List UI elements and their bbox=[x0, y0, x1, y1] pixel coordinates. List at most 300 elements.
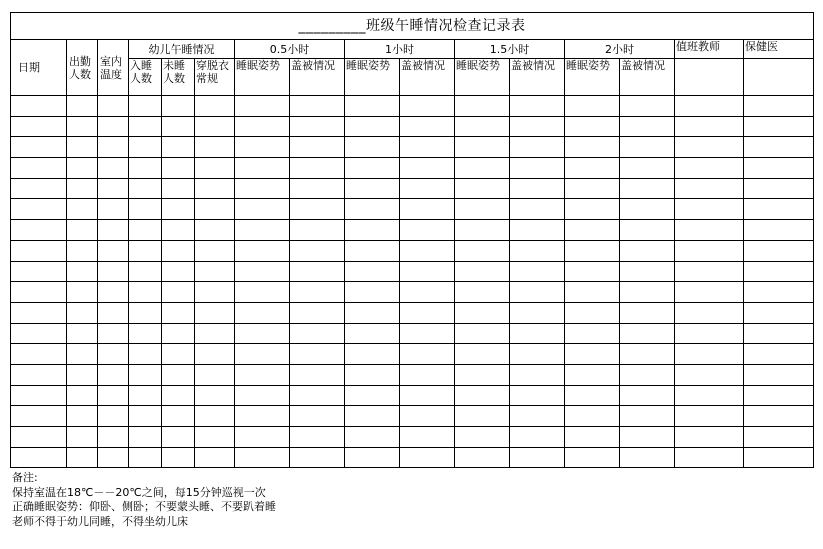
record-cell[interactable] bbox=[400, 427, 455, 448]
record-cell[interactable] bbox=[67, 364, 98, 385]
record-cell[interactable] bbox=[162, 240, 195, 261]
record-cell[interactable] bbox=[235, 447, 290, 468]
record-cell[interactable] bbox=[67, 282, 98, 303]
record-cell[interactable] bbox=[129, 116, 162, 137]
record-cell[interactable] bbox=[345, 158, 400, 179]
record-cell[interactable] bbox=[162, 344, 195, 365]
record-cell[interactable] bbox=[565, 178, 620, 199]
record-cell[interactable] bbox=[98, 385, 129, 406]
record-row bbox=[11, 137, 814, 158]
record-cell[interactable] bbox=[565, 199, 620, 220]
record-cell[interactable] bbox=[455, 302, 510, 323]
record-cell[interactable] bbox=[67, 385, 98, 406]
record-row bbox=[11, 220, 814, 241]
record-cell[interactable] bbox=[565, 158, 620, 179]
record-cell[interactable] bbox=[675, 323, 744, 344]
record-cell[interactable] bbox=[510, 199, 565, 220]
record-cell[interactable] bbox=[235, 137, 290, 158]
record-cell[interactable] bbox=[400, 344, 455, 365]
record-cell[interactable] bbox=[98, 240, 129, 261]
record-cell[interactable] bbox=[162, 427, 195, 448]
record-cell[interactable] bbox=[744, 220, 814, 241]
record-cell[interactable] bbox=[675, 240, 744, 261]
record-cell[interactable] bbox=[345, 344, 400, 365]
record-cell[interactable] bbox=[195, 302, 235, 323]
record-cell[interactable] bbox=[565, 323, 620, 344]
record-cell[interactable] bbox=[675, 158, 744, 179]
record-cell[interactable] bbox=[675, 137, 744, 158]
record-cell[interactable] bbox=[162, 116, 195, 137]
record-cell[interactable] bbox=[400, 323, 455, 344]
record-cell[interactable] bbox=[675, 385, 744, 406]
record-cell[interactable] bbox=[98, 199, 129, 220]
record-cell[interactable] bbox=[195, 96, 235, 117]
record-cell[interactable] bbox=[510, 240, 565, 261]
record-cell[interactable] bbox=[290, 220, 345, 241]
record-cell[interactable] bbox=[744, 364, 814, 385]
record-cell[interactable] bbox=[162, 364, 195, 385]
record-cell[interactable] bbox=[98, 447, 129, 468]
record-cell[interactable] bbox=[510, 447, 565, 468]
record-cell[interactable] bbox=[129, 178, 162, 199]
record-cell[interactable] bbox=[67, 261, 98, 282]
record-cell[interactable] bbox=[455, 406, 510, 427]
record-cell[interactable] bbox=[620, 116, 675, 137]
asleep-header: 入睡人数 bbox=[129, 59, 162, 96]
record-cell[interactable] bbox=[744, 427, 814, 448]
record-cell[interactable] bbox=[400, 447, 455, 468]
record-cell[interactable] bbox=[290, 240, 345, 261]
record-cell[interactable] bbox=[345, 96, 400, 117]
record-cell[interactable] bbox=[400, 385, 455, 406]
record-cell[interactable] bbox=[620, 261, 675, 282]
record-cell[interactable] bbox=[455, 158, 510, 179]
record-cell[interactable] bbox=[510, 116, 565, 137]
record-cell[interactable] bbox=[620, 178, 675, 199]
record-cell[interactable] bbox=[290, 116, 345, 137]
record-cell[interactable] bbox=[510, 261, 565, 282]
record-cell[interactable] bbox=[620, 364, 675, 385]
record-cell[interactable] bbox=[162, 158, 195, 179]
record-cell[interactable] bbox=[235, 220, 290, 241]
record-cell[interactable] bbox=[129, 323, 162, 344]
record-cell[interactable] bbox=[510, 344, 565, 365]
record-cell[interactable] bbox=[620, 158, 675, 179]
record-cell[interactable] bbox=[400, 199, 455, 220]
not-asleep-header: 未睡人数 bbox=[162, 59, 195, 96]
record-cell[interactable] bbox=[510, 406, 565, 427]
record-cell[interactable] bbox=[67, 220, 98, 241]
record-cell[interactable] bbox=[129, 447, 162, 468]
record-cell[interactable] bbox=[675, 364, 744, 385]
record-cell[interactable] bbox=[290, 364, 345, 385]
record-cell[interactable] bbox=[675, 447, 744, 468]
record-cell[interactable] bbox=[67, 302, 98, 323]
record-cell[interactable] bbox=[455, 178, 510, 199]
record-cell[interactable] bbox=[129, 137, 162, 158]
record-cell[interactable] bbox=[565, 282, 620, 303]
record-cell[interactable] bbox=[235, 344, 290, 365]
record-cell[interactable] bbox=[620, 385, 675, 406]
record-cell[interactable] bbox=[11, 199, 67, 220]
record-row bbox=[11, 385, 814, 406]
record-cell[interactable] bbox=[620, 406, 675, 427]
record-cell[interactable] bbox=[11, 137, 67, 158]
record-cell[interactable] bbox=[129, 406, 162, 427]
record-cell[interactable] bbox=[510, 96, 565, 117]
record-cell[interactable] bbox=[510, 178, 565, 199]
record-cell[interactable] bbox=[98, 364, 129, 385]
record-cell[interactable] bbox=[620, 199, 675, 220]
record-cell[interactable] bbox=[345, 282, 400, 303]
record-cell[interactable] bbox=[11, 220, 67, 241]
record-cell[interactable] bbox=[98, 406, 129, 427]
record-cell[interactable] bbox=[98, 323, 129, 344]
record-cell[interactable] bbox=[455, 427, 510, 448]
record-cell[interactable] bbox=[345, 199, 400, 220]
record-cell[interactable] bbox=[345, 427, 400, 448]
record-cell[interactable] bbox=[162, 261, 195, 282]
record-cell[interactable] bbox=[98, 427, 129, 448]
record-cell[interactable] bbox=[11, 158, 67, 179]
record-cell[interactable] bbox=[744, 447, 814, 468]
record-cell[interactable] bbox=[11, 261, 67, 282]
record-cell[interactable] bbox=[195, 158, 235, 179]
record-cell[interactable] bbox=[620, 96, 675, 117]
record-cell[interactable] bbox=[98, 137, 129, 158]
record-cell[interactable] bbox=[675, 302, 744, 323]
record-cell[interactable] bbox=[290, 385, 345, 406]
record-row bbox=[11, 96, 814, 117]
record-cell[interactable] bbox=[345, 220, 400, 241]
record-cell[interactable] bbox=[290, 199, 345, 220]
record-cell[interactable] bbox=[67, 344, 98, 365]
record-cell[interactable] bbox=[455, 96, 510, 117]
notes-heading: 备注: bbox=[12, 471, 38, 484]
record-cell[interactable] bbox=[620, 344, 675, 365]
record-cell[interactable] bbox=[744, 282, 814, 303]
record-cell[interactable] bbox=[11, 427, 67, 448]
record-cell[interactable] bbox=[11, 240, 67, 261]
record-cell[interactable] bbox=[744, 137, 814, 158]
record-cell[interactable] bbox=[675, 199, 744, 220]
record-cell[interactable] bbox=[620, 240, 675, 261]
record-cell[interactable] bbox=[162, 323, 195, 344]
record-cell[interactable] bbox=[345, 302, 400, 323]
record-cell[interactable] bbox=[235, 199, 290, 220]
nap-inspection-table bbox=[10, 12, 814, 468]
record-cell[interactable] bbox=[675, 96, 744, 117]
record-cell[interactable] bbox=[744, 158, 814, 179]
record-cell[interactable] bbox=[455, 220, 510, 241]
record-cell[interactable] bbox=[129, 344, 162, 365]
record-cell[interactable] bbox=[195, 220, 235, 241]
record-cell[interactable] bbox=[129, 158, 162, 179]
record-cell[interactable] bbox=[744, 116, 814, 137]
record-cell[interactable] bbox=[400, 137, 455, 158]
record-cell[interactable] bbox=[345, 406, 400, 427]
record-cell[interactable] bbox=[455, 199, 510, 220]
record-cell[interactable] bbox=[129, 199, 162, 220]
record-cell[interactable] bbox=[195, 385, 235, 406]
record-cell[interactable] bbox=[162, 447, 195, 468]
record-cell[interactable] bbox=[235, 96, 290, 117]
record-cell[interactable] bbox=[345, 178, 400, 199]
record-cell[interactable] bbox=[67, 96, 98, 117]
record-cell[interactable] bbox=[565, 447, 620, 468]
record-cell[interactable] bbox=[620, 447, 675, 468]
record-cell[interactable] bbox=[67, 116, 98, 137]
record-cell[interactable] bbox=[400, 178, 455, 199]
record-cell[interactable] bbox=[195, 137, 235, 158]
record-cell[interactable] bbox=[11, 323, 67, 344]
record-cell[interactable] bbox=[400, 240, 455, 261]
record-cell[interactable] bbox=[162, 406, 195, 427]
record-cell[interactable] bbox=[345, 137, 400, 158]
record-cell[interactable] bbox=[455, 137, 510, 158]
record-cell[interactable] bbox=[620, 220, 675, 241]
record-cell[interactable] bbox=[290, 261, 345, 282]
record-cell[interactable] bbox=[195, 199, 235, 220]
record-cell[interactable] bbox=[129, 364, 162, 385]
record-cell[interactable] bbox=[565, 427, 620, 448]
record-cell[interactable] bbox=[235, 158, 290, 179]
record-cell[interactable] bbox=[11, 385, 67, 406]
record-cell[interactable] bbox=[675, 220, 744, 241]
record-cell[interactable] bbox=[195, 364, 235, 385]
record-cell[interactable] bbox=[675, 261, 744, 282]
record-cell[interactable] bbox=[195, 323, 235, 344]
record-cell[interactable] bbox=[510, 364, 565, 385]
record-cell[interactable] bbox=[400, 282, 455, 303]
record-cell[interactable] bbox=[129, 261, 162, 282]
record-cell[interactable] bbox=[162, 302, 195, 323]
record-cell[interactable] bbox=[345, 447, 400, 468]
record-cell[interactable] bbox=[11, 178, 67, 199]
record-cell[interactable] bbox=[290, 158, 345, 179]
record-cell[interactable] bbox=[565, 261, 620, 282]
record-cell[interactable] bbox=[510, 427, 565, 448]
record-cell[interactable] bbox=[67, 240, 98, 261]
record-cell[interactable] bbox=[290, 96, 345, 117]
record-cell[interactable] bbox=[235, 364, 290, 385]
record-cell[interactable] bbox=[565, 385, 620, 406]
record-cell[interactable] bbox=[11, 406, 67, 427]
record-cell[interactable] bbox=[455, 240, 510, 261]
record-cell[interactable] bbox=[195, 178, 235, 199]
record-cell[interactable] bbox=[400, 96, 455, 117]
record-cell[interactable] bbox=[195, 427, 235, 448]
record-cell[interactable] bbox=[290, 137, 345, 158]
record-cell[interactable] bbox=[67, 323, 98, 344]
record-cell[interactable] bbox=[400, 261, 455, 282]
record-cell[interactable] bbox=[67, 406, 98, 427]
record-cell[interactable] bbox=[510, 323, 565, 344]
record-cell[interactable] bbox=[675, 282, 744, 303]
record-cell[interactable] bbox=[235, 240, 290, 261]
record-cell[interactable] bbox=[744, 96, 814, 117]
record-cell[interactable] bbox=[455, 116, 510, 137]
record-cell[interactable] bbox=[235, 302, 290, 323]
record-cell[interactable] bbox=[235, 385, 290, 406]
record-cell[interactable] bbox=[195, 344, 235, 365]
record-row bbox=[11, 302, 814, 323]
record-row bbox=[11, 344, 814, 365]
record-cell[interactable] bbox=[11, 302, 67, 323]
record-cell[interactable] bbox=[744, 406, 814, 427]
record-cell[interactable] bbox=[195, 240, 235, 261]
record-cell[interactable] bbox=[675, 427, 744, 448]
record-cell[interactable] bbox=[455, 364, 510, 385]
record-cell[interactable] bbox=[744, 302, 814, 323]
record-cell[interactable] bbox=[67, 178, 98, 199]
record-cell[interactable] bbox=[129, 96, 162, 117]
record-cell[interactable] bbox=[744, 199, 814, 220]
record-cell[interactable] bbox=[510, 302, 565, 323]
record-cell[interactable] bbox=[455, 261, 510, 282]
record-cell[interactable] bbox=[345, 385, 400, 406]
record-cell[interactable] bbox=[565, 137, 620, 158]
record-cell[interactable] bbox=[744, 344, 814, 365]
record-cell[interactable] bbox=[129, 282, 162, 303]
record-cell[interactable] bbox=[235, 282, 290, 303]
record-cell[interactable] bbox=[67, 427, 98, 448]
record-cell[interactable] bbox=[510, 137, 565, 158]
one-hour-header: 1小时 bbox=[345, 40, 455, 59]
record-cell[interactable] bbox=[129, 427, 162, 448]
record-cell[interactable] bbox=[129, 302, 162, 323]
record-cell[interactable] bbox=[620, 282, 675, 303]
record-cell[interactable] bbox=[162, 220, 195, 241]
record-cell[interactable] bbox=[565, 240, 620, 261]
record-cell[interactable] bbox=[98, 220, 129, 241]
record-cell[interactable] bbox=[400, 116, 455, 137]
record-cell[interactable] bbox=[67, 137, 98, 158]
record-cell[interactable] bbox=[98, 116, 129, 137]
record-cell[interactable] bbox=[129, 385, 162, 406]
record-cell[interactable] bbox=[675, 344, 744, 365]
record-cell[interactable] bbox=[400, 302, 455, 323]
record-cell[interactable] bbox=[620, 427, 675, 448]
record-cell[interactable] bbox=[195, 447, 235, 468]
record-cell[interactable] bbox=[11, 116, 67, 137]
record-cell[interactable] bbox=[675, 178, 744, 199]
record-cell[interactable] bbox=[345, 261, 400, 282]
record-cell[interactable] bbox=[400, 406, 455, 427]
record-cell[interactable] bbox=[129, 240, 162, 261]
record-cell[interactable] bbox=[235, 323, 290, 344]
record-cell[interactable] bbox=[162, 199, 195, 220]
record-cell[interactable] bbox=[455, 447, 510, 468]
record-row bbox=[11, 323, 814, 344]
record-cell[interactable] bbox=[11, 282, 67, 303]
record-cell[interactable] bbox=[744, 261, 814, 282]
record-cell[interactable] bbox=[565, 302, 620, 323]
record-cell[interactable] bbox=[98, 178, 129, 199]
record-cell[interactable] bbox=[290, 302, 345, 323]
record-cell[interactable] bbox=[290, 447, 345, 468]
record-cell[interactable] bbox=[510, 282, 565, 303]
record-cell[interactable] bbox=[290, 344, 345, 365]
record-cell[interactable] bbox=[290, 323, 345, 344]
record-cell[interactable] bbox=[744, 240, 814, 261]
record-cell[interactable] bbox=[195, 406, 235, 427]
record-cell[interactable] bbox=[235, 427, 290, 448]
record-cell[interactable] bbox=[162, 385, 195, 406]
record-cell[interactable] bbox=[11, 344, 67, 365]
record-cell[interactable] bbox=[195, 116, 235, 137]
record-cell[interactable] bbox=[235, 178, 290, 199]
record-cell[interactable] bbox=[162, 282, 195, 303]
record-cell[interactable] bbox=[620, 302, 675, 323]
record-cell[interactable] bbox=[510, 220, 565, 241]
record-cell[interactable] bbox=[235, 406, 290, 427]
record-cell[interactable] bbox=[400, 220, 455, 241]
record-cell[interactable] bbox=[162, 137, 195, 158]
record-cell[interactable] bbox=[675, 116, 744, 137]
record-cell[interactable] bbox=[235, 261, 290, 282]
record-cell[interactable] bbox=[235, 116, 290, 137]
record-cell[interactable] bbox=[400, 158, 455, 179]
record-cell[interactable] bbox=[565, 220, 620, 241]
record-cell[interactable] bbox=[67, 158, 98, 179]
record-cell[interactable] bbox=[162, 178, 195, 199]
record-cell[interactable] bbox=[455, 282, 510, 303]
record-cell[interactable] bbox=[744, 178, 814, 199]
record-cell[interactable] bbox=[455, 385, 510, 406]
record-cell[interactable] bbox=[98, 282, 129, 303]
record-cell[interactable] bbox=[98, 158, 129, 179]
record-cell[interactable] bbox=[11, 447, 67, 468]
record-cell[interactable] bbox=[67, 199, 98, 220]
record-cell[interactable] bbox=[290, 406, 345, 427]
record-cell[interactable] bbox=[11, 364, 67, 385]
record-cell[interactable] bbox=[744, 385, 814, 406]
record-cell[interactable] bbox=[11, 96, 67, 117]
record-cell[interactable] bbox=[565, 116, 620, 137]
record-cell[interactable] bbox=[98, 344, 129, 365]
record-cell[interactable] bbox=[565, 406, 620, 427]
record-cell[interactable] bbox=[290, 282, 345, 303]
record-cell[interactable] bbox=[290, 178, 345, 199]
record-cell[interactable] bbox=[98, 302, 129, 323]
record-cell[interactable] bbox=[744, 323, 814, 344]
record-cell[interactable] bbox=[565, 344, 620, 365]
record-cell[interactable] bbox=[675, 406, 744, 427]
record-cell[interactable] bbox=[455, 344, 510, 365]
record-cell[interactable] bbox=[620, 323, 675, 344]
record-cell[interactable] bbox=[195, 261, 235, 282]
record-cell[interactable] bbox=[510, 158, 565, 179]
record-cell[interactable] bbox=[400, 364, 455, 385]
record-cell[interactable] bbox=[195, 282, 235, 303]
record-cell[interactable] bbox=[620, 137, 675, 158]
record-cell[interactable] bbox=[98, 96, 129, 117]
record-cell[interactable] bbox=[290, 427, 345, 448]
record-cell[interactable] bbox=[455, 323, 510, 344]
record-cell[interactable] bbox=[345, 323, 400, 344]
record-cell[interactable] bbox=[345, 364, 400, 385]
record-cell[interactable] bbox=[67, 447, 98, 468]
record-cell[interactable] bbox=[345, 116, 400, 137]
record-cell[interactable] bbox=[565, 96, 620, 117]
record-cell[interactable] bbox=[565, 364, 620, 385]
record-cell[interactable] bbox=[162, 96, 195, 117]
record-cell[interactable] bbox=[510, 385, 565, 406]
record-cell[interactable] bbox=[345, 240, 400, 261]
record-cell[interactable] bbox=[129, 220, 162, 241]
record-cell[interactable] bbox=[98, 261, 129, 282]
